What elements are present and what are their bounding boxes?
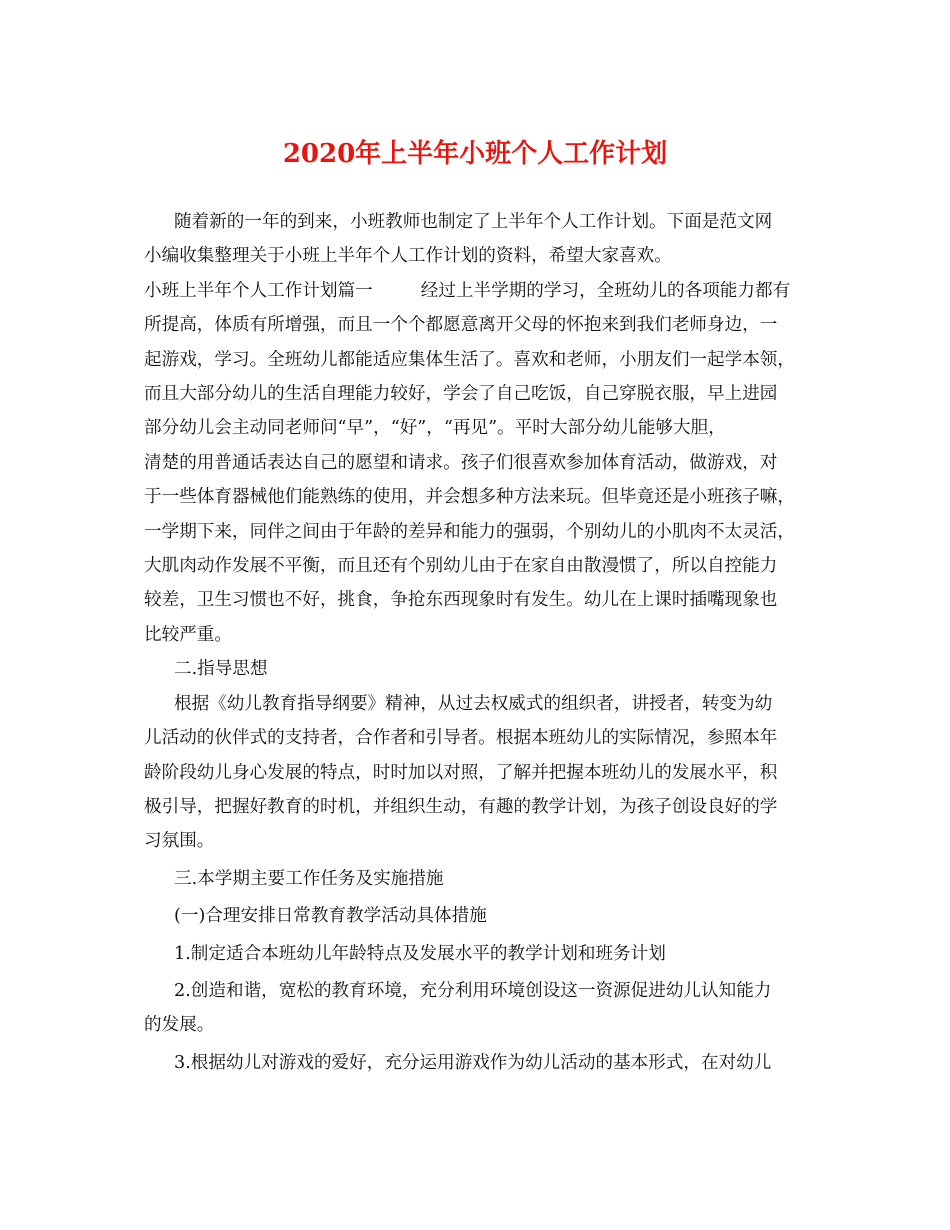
section-heading: 小班上半年个人工作计划篇一 xyxy=(144,280,373,301)
paragraph-line: 比较严重。 xyxy=(144,624,232,645)
paragraph-line: 大肌肉动作发展不平衡，而且还有个别幼儿由于在家自由散漫惯了，所以自控能力 xyxy=(144,556,778,577)
paragraph-line: 根据《幼儿教育指导纲要》精神，从过去权威式的组织者，讲授者，转变为幼 xyxy=(174,693,773,714)
list-item: 1.制定适合本班幼儿年龄特点及发展水平的教学计划和班务计划 xyxy=(174,943,666,964)
paragraph-line: 极引导，把握好教育的时机，并组织生动，有趣的教学计划，为孩子创设良好的学 xyxy=(144,796,778,817)
paragraph-line: 起游戏，学习。全班幼儿都能适应集体生活了。喜欢和老师，小朋友们一起学本领， xyxy=(144,349,795,370)
list-item: 3.根据幼儿对游戏的爱好，充分运用游戏作为幼儿活动的基本形式，在对幼儿 xyxy=(174,1052,772,1073)
paragraph-line: 于一些体育器械他们能熟练的使用，并会想多种方法来玩。但毕竟还是小班孩子嘛， xyxy=(144,487,795,508)
subsection-heading: (一)合理安排日常教育教学活动具体措施 xyxy=(174,906,487,927)
paragraph-line: 的发展。 xyxy=(144,1015,215,1036)
list-item: 2.创造和谐，宽松的教育环境，充分利用环境创设这一资源促进幼儿认知能力 xyxy=(174,980,772,1001)
paragraph-line: 随着新的一年的到来，小班教师也制定了上半年个人工作计划。下面是范文网 xyxy=(174,212,773,232)
paragraph-line: 习氛围。 xyxy=(144,831,215,852)
paragraph-line: 清楚的用普通话表达自己的愿望和请求。孩子们很喜欢参加体育活动，做游戏，对 xyxy=(144,452,778,473)
paragraph-line: 儿活动的伙伴式的支持者，合作者和引导者。根据本班幼儿的实际情况，参照本年 xyxy=(144,728,778,749)
paragraph-line: 所提高，体质有所增强，而且一个个都愿意离开父母的怀抱来到我们老师身边，一 xyxy=(144,315,778,336)
document-title: 2020年上半年小班个人工作计划 xyxy=(282,139,668,169)
section-heading: 三.本学期主要工作任务及实施措施 xyxy=(174,868,444,889)
paragraph-text: 经过上半学期的学习，全班幼儿的各项能力都有 xyxy=(420,280,791,301)
paragraph-line: 龄阶段幼儿身心发展的特点，时时加以对照，了解并把握本班幼儿的发展水平，积 xyxy=(144,762,778,783)
section-heading: 二.指导思想 xyxy=(174,659,268,680)
paragraph-line: 较差，卫生习惯也不好，挑食，争抢东西现象时有发生。幼儿在上课时插嘴现象也 xyxy=(144,590,778,611)
document-body xyxy=(144,205,824,1080)
paragraph-line: 部分幼儿会主动同老师问“早”，“好”，“再见”。平时大部分幼儿能够大胆， xyxy=(144,418,726,439)
paragraph-line xyxy=(144,274,824,308)
paragraph-line: 而且大部分幼儿的生活自理能力较好，学会了自己吃饭，自己穿脱衣服，早上进园 xyxy=(144,384,778,405)
paragraph-line: 小编收集整理关于小班上半年个人工作计划的资料，希望大家喜欢。 xyxy=(144,246,672,267)
paragraph-line: 一学期下来，同伴之间由于年龄的差异和能力的强弱，个别幼儿的小肌肉不太灵活， xyxy=(144,521,795,542)
